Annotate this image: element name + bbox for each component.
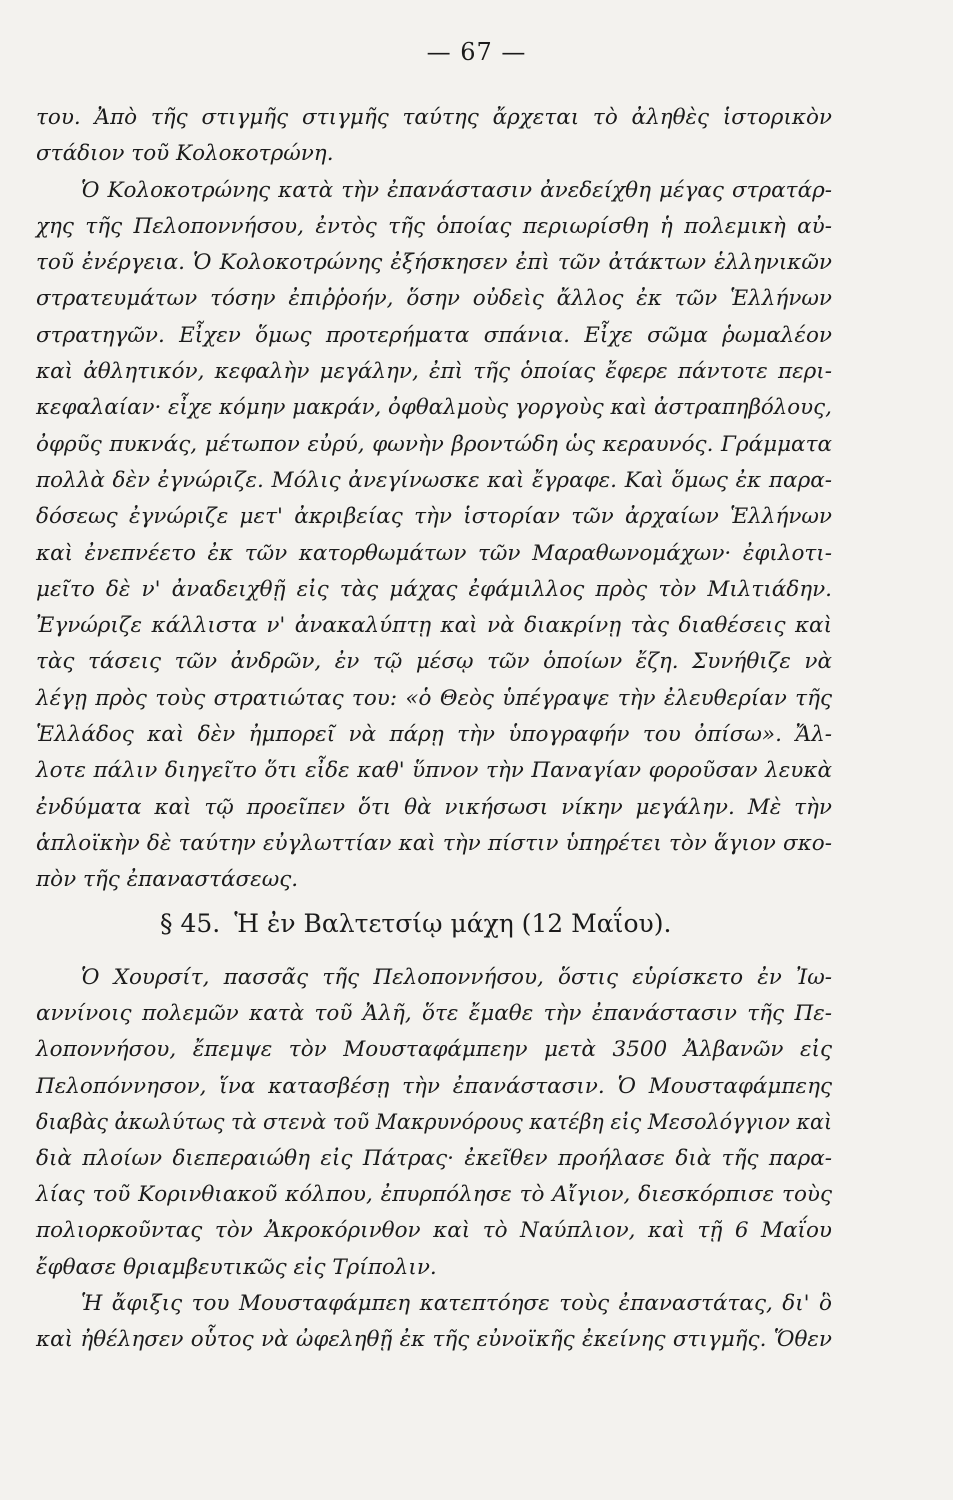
text-line: πολιορκοῦντας τὸν Ἀκροκόρινθον καὶ τὸ Ναύπλιον, καὶ τῇ 6 Μαΐου <box>36 1218 832 1244</box>
text-line: Ὁ Χουρσίτ, πασσᾶς τῆς Πελοποννήσου, ὅστις εὑρίσκετο ἐν Ἰω- <box>81 965 832 990</box>
text-line: Ἑλλάδος καὶ δὲν ἠμπορεῖ νὰ πάρῃ τὴν ὑπογραφήν του ὀπίσω». Ἄλ- <box>36 722 832 748</box>
text-line: του. Ἀπὸ τῆς στιγμῆς στιγμῆς ταύτης ἄρχεται τὸ ἀληθὲς ἱστορικὸν <box>36 105 832 130</box>
text-line: Πελοπόννησον, ἵνα κατασβέσῃ τὴν ἐπανάστασιν. Ὁ Μουσταφάμπεης <box>36 1073 832 1099</box>
text-line: αννίνοις πολεμῶν κατὰ τοῦ Ἀλῆ, ὅτε ἔμαθε τὴν ἐπανάστασιν τῆς Πε- <box>36 1001 832 1027</box>
page-number: — 67 — <box>426 38 527 66</box>
text-line: λοποννήσου, ἔπεμψε τὸν Μουσταφάμπεην μετὰ 3500 Ἀλβανῶν εἰς <box>36 1037 832 1063</box>
text-line: τὰς τάσεις τῶν ἀνδρῶν, ἐν τῷ μέσῳ τῶν ὁποίων ἔζη. Συνήθιζε νὰ <box>36 649 832 675</box>
paragraph-valtetsi <box>36 960 832 1358</box>
text-line: τοῦ ἐνέργεια. Ὁ Κολοκοτρώνης ἐξήσκησεν ἐπὶ τῶν ἀτάκτων ἑλληνικῶν <box>36 250 832 276</box>
text-line: Ὁ Κολοκοτρώνης κατὰ τὴν ἐπανάστασιν ἀνεδείχθη μέγας στρατάρ- <box>81 177 832 203</box>
text-line: μεῖτο δὲ ν' ἀναδειχθῇ εἰς τὰς μάχας ἐφάμιλλος πρὸς τὸν Μιλτιάδην. <box>36 576 832 602</box>
text-line: πολλὰ δὲν ἐγνώριζε. Μόλις ἀνεγίνωσκε καὶ ἔγραφε. Καὶ ὅμως ἐκ παρα- <box>36 467 832 493</box>
text-line: καὶ ἠθέλησεν οὗτος νὰ ὠφεληθῇ ἐκ τῆς εὐνοϊκῆς ἐκείνης στιγμῆς. Ὅθεν <box>36 1326 832 1352</box>
text-line: πὸν τῆς ἐπαναστάσεως. <box>36 867 299 893</box>
text-line: στρατευμάτων τόσην ἐπιῤῥοήν, ὅσην οὐδεὶς ἄλλος ἐκ τῶν Ἑλλήνων <box>36 286 832 312</box>
text-line: στρατηγῶν. Εἶχεν ὅμως προτερήματα σπάνια. Εἶχε σῶμα ῥωμαλέον <box>36 322 832 348</box>
text-line: στάδιον τοῦ Κολοκοτρώνη. <box>36 141 334 167</box>
section-heading <box>160 909 760 938</box>
text-line: καὶ ἀθλητικόν, κεφαλὴν μεγάλην, ἐπὶ τῆς ὁποίας ἔφερε πάντοτε περι- <box>36 359 832 385</box>
text-line: κεφαλαίαν· εἶχε κόμην μακράν, ὀφθαλμοὺς γοργοὺς καὶ ἀστραπηβόλους, <box>36 395 832 421</box>
text-line: Ἡ ἄφιξις του Μουσταφάμπεη κατεπτόησε τοὺς ἐπαναστάτας, δι' ὃ <box>81 1290 832 1316</box>
text-line: ἐνδύματα καὶ τῷ προεῖπεν ὅτι θὰ νικήσωσι νίκην μεγάλην. Μὲ τὴν <box>36 794 832 820</box>
text-line: λοτε πάλιν διηγεῖτο ὅτι εἶδε καθ' ὕπνον τὴν Παναγίαν φοροῦσαν λευκὰ <box>36 758 832 784</box>
text-line: διαβὰς ἀκωλύτως τὰ στενὰ τοῦ Μακρυνόρους κατέβη εἰς Μεσολόγγιον καὶ <box>36 1109 833 1135</box>
text-line: δόσεως ἐγνώριζε μετ' ἀκριβείας τὴν ἱστορίαν τῶν ἀρχαίων Ἑλλήνων <box>36 504 832 530</box>
paragraph-kolokotronis <box>36 100 832 899</box>
text-line: ἁπλοϊκὴν δὲ ταύτην εὐγλωττίαν καὶ τὴν πίστιν ὑπηρέτει τὸν ἅγιον σκο- <box>36 830 832 856</box>
text-line: ὀφρῦς πυκνάς, μέτωπον εὐρύ, φωνὴν βροντώδη ὡς κεραυνός. Γράμματα <box>36 431 832 457</box>
text-line: ἔφθασε θριαμβευτικῶς εἰς Τρίπολιν. <box>36 1254 437 1280</box>
text-line: Ἐγνώριζε κάλλιστα ν' ἀνακαλύπτῃ καὶ νὰ διακρίνῃ τὰς διαθέσεις καὶ <box>36 613 832 639</box>
text-line: καὶ ἐνεπνέετο ἐκ τῶν κατορθωμάτων τῶν Μαραθωνομάχων· ἐφιλοτι- <box>36 540 832 566</box>
section-symbol: § 45. <box>160 909 221 938</box>
section-title: Ἡ ἐν Βαλτετσίῳ μάχη (12 Μαΐου). <box>234 909 672 938</box>
text-line: λέγῃ πρὸς τοὺς στρατιώτας του: «ὁ Θεὸς ὑπέγραψε τὴν ἐλευθερίαν τῆς <box>36 685 832 711</box>
text-line: διὰ πλοίων διεπεραιώθη εἰς Πάτρας· ἐκεῖθεν προήλασε διὰ τῆς παρα- <box>36 1145 832 1171</box>
text-line: χης τῆς Πελοποννήσου, ἐντὸς τῆς ὁποίας περιωρίσθη ἡ πολεμικὴ αὐ- <box>36 213 832 239</box>
text-line: λίας τοῦ Κορινθιακοῦ κόλπου, ἐπυρπόλησε τὸ Αἴγιον, διεσκόρπισε τοὺς <box>36 1182 832 1208</box>
